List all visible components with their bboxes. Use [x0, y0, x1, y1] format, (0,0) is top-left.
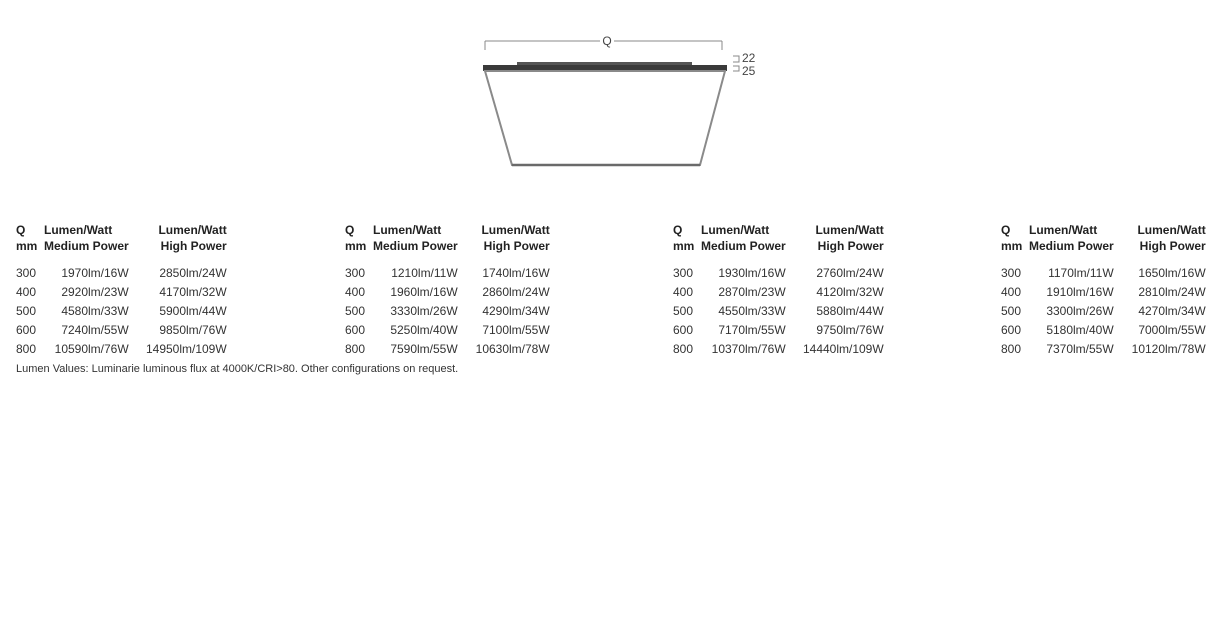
size-cell: 500: [1001, 303, 1022, 318]
size-cell: 600: [345, 322, 366, 337]
size-cell: 400: [673, 284, 694, 299]
high-cell: 14440lm/109W: [802, 341, 884, 356]
size-cell: 600: [1001, 322, 1022, 337]
medium-cell: 1910lm/16W: [1046, 284, 1114, 299]
high-cell: 10630lm/78W: [475, 341, 550, 356]
table-row: [16, 320, 227, 339]
spec-table-4: [1001, 222, 1206, 358]
table-row: [1001, 263, 1206, 282]
medium-cell: 4580lm/33W: [61, 303, 129, 318]
size-cell: 800: [1001, 341, 1022, 356]
medium-cell: 5250lm/40W: [390, 322, 458, 337]
header-high-power: High Power: [817, 239, 884, 253]
table-row: [1001, 282, 1206, 301]
high-cell: 7000lm/55W: [1138, 322, 1206, 337]
table-row: [345, 339, 550, 358]
table-row: [1001, 301, 1206, 320]
dimension-q: [485, 34, 722, 50]
medium-cell: 1960lm/16W: [390, 284, 458, 299]
spec-table-3: [673, 222, 884, 358]
size-cell: 500: [345, 303, 366, 318]
header-high-power: High Power: [160, 239, 227, 253]
lumen-values-note: Lumen Values: Luminarie luminous flux at 4000K/CRI>80. Other configurations on request.: [16, 363, 459, 375]
high-cell: 4290lm/34W: [482, 303, 550, 318]
medium-cell: 7240lm/55W: [61, 322, 129, 337]
header-lumen-high: Lumen/Watt: [481, 223, 550, 237]
medium-cell: 7170lm/55W: [718, 322, 786, 337]
table-row: [673, 320, 884, 339]
high-cell: 7100lm/55W: [482, 322, 550, 337]
high-cell: 4170lm/32W: [159, 284, 227, 299]
table-row: [673, 263, 884, 282]
medium-cell: 1170lm/11W: [1048, 265, 1114, 280]
high-cell: 2850lm/24W: [159, 265, 227, 280]
size-cell: 600: [16, 322, 37, 337]
header-medium-power: Medium Power: [373, 239, 458, 253]
size-cell: 300: [1001, 265, 1022, 280]
high-cell: 5900lm/44W: [159, 303, 227, 318]
table-row: [345, 263, 550, 282]
medium-cell: 7370lm/55W: [1046, 341, 1114, 356]
header-medium-power: Medium Power: [701, 239, 786, 253]
medium-cell: 1930lm/16W: [718, 265, 786, 280]
medium-cell: 10370lm/76W: [711, 341, 786, 356]
medium-cell: 3300lm/26W: [1046, 303, 1114, 318]
dimension-22-label: 22: [742, 51, 756, 65]
high-cell: 4120lm/32W: [816, 284, 884, 299]
high-cell: 14950lm/109W: [145, 341, 227, 356]
size-cell: 800: [16, 341, 37, 356]
size-cell: 400: [1001, 284, 1022, 299]
high-cell: 9850lm/76W: [159, 322, 227, 337]
spec-table-1: [16, 222, 227, 358]
size-cell: 800: [673, 341, 694, 356]
high-cell: 10120lm/78W: [1131, 341, 1206, 356]
high-cell: 5880lm/44W: [816, 303, 884, 318]
dimension-q-label: Q: [602, 34, 612, 48]
medium-cell: 7590lm/55W: [390, 341, 458, 356]
header-high-power: High Power: [483, 239, 550, 253]
high-cell: 4270lm/34W: [1138, 303, 1206, 318]
table-row: [1001, 320, 1206, 339]
size-cell: 400: [16, 284, 37, 299]
header-lumen-high: Lumen/Watt: [1137, 223, 1206, 237]
header-lumen-high: Lumen/Watt: [158, 223, 227, 237]
high-cell: 2860lm/24W: [482, 284, 550, 299]
header-lumen-medium: Lumen/Watt: [373, 223, 442, 237]
header-mm: mm: [16, 239, 38, 253]
size-cell: 500: [673, 303, 694, 318]
size-cell: 300: [673, 265, 694, 280]
header-q: Q: [1001, 223, 1011, 237]
header-mm: mm: [1001, 239, 1023, 253]
size-cell: 400: [345, 284, 366, 299]
table-row: [1001, 339, 1206, 358]
header-medium-power: Medium Power: [44, 239, 129, 253]
high-cell: 2760lm/24W: [816, 265, 884, 280]
medium-cell: 2870lm/23W: [718, 284, 786, 299]
header-medium-power: Medium Power: [1029, 239, 1114, 253]
luminaire-drawing: [0, 0, 1226, 200]
header-high-power: High Power: [1139, 239, 1206, 253]
size-cell: 800: [345, 341, 366, 356]
header-q: Q: [16, 223, 26, 237]
dimension-25-label: 25: [742, 64, 756, 78]
table-row: [345, 301, 550, 320]
medium-cell: 3330lm/26W: [390, 303, 458, 318]
table-row: [673, 282, 884, 301]
header-q: Q: [673, 223, 683, 237]
header-lumen-medium: Lumen/Watt: [44, 223, 113, 237]
medium-cell: 4550lm/33W: [718, 303, 786, 318]
header-lumen-medium: Lumen/Watt: [701, 223, 770, 237]
table-row: [345, 320, 550, 339]
size-cell: 300: [345, 265, 366, 280]
table-row: [16, 301, 227, 320]
spec-table-2: [345, 222, 550, 358]
size-cell: 500: [16, 303, 37, 318]
header-mm: mm: [673, 239, 695, 253]
high-cell: 2810lm/24W: [1138, 284, 1206, 299]
size-cell: 600: [673, 322, 694, 337]
medium-cell: 5180lm/40W: [1046, 322, 1114, 337]
table-row: [16, 263, 227, 282]
medium-cell: 10590lm/76W: [54, 341, 129, 356]
header-mm: mm: [345, 239, 367, 253]
high-cell: 9750lm/76W: [816, 322, 884, 337]
table-row: [673, 339, 884, 358]
table-row: [16, 339, 227, 358]
medium-cell: 1210lm/11W: [391, 265, 458, 280]
table-row: [345, 282, 550, 301]
table-row: [673, 301, 884, 320]
header-q: Q: [345, 223, 355, 237]
size-cell: 300: [16, 265, 37, 280]
high-cell: 1740lm/16W: [482, 265, 550, 280]
header-lumen-medium: Lumen/Watt: [1029, 223, 1098, 237]
dimension-heights: [733, 51, 756, 78]
medium-cell: 1970lm/16W: [61, 265, 129, 280]
panel-body: [485, 71, 725, 165]
medium-cell: 2920lm/23W: [61, 284, 129, 299]
table-row: [16, 282, 227, 301]
header-lumen-high: Lumen/Watt: [815, 223, 884, 237]
high-cell: 1650lm/16W: [1138, 265, 1206, 280]
